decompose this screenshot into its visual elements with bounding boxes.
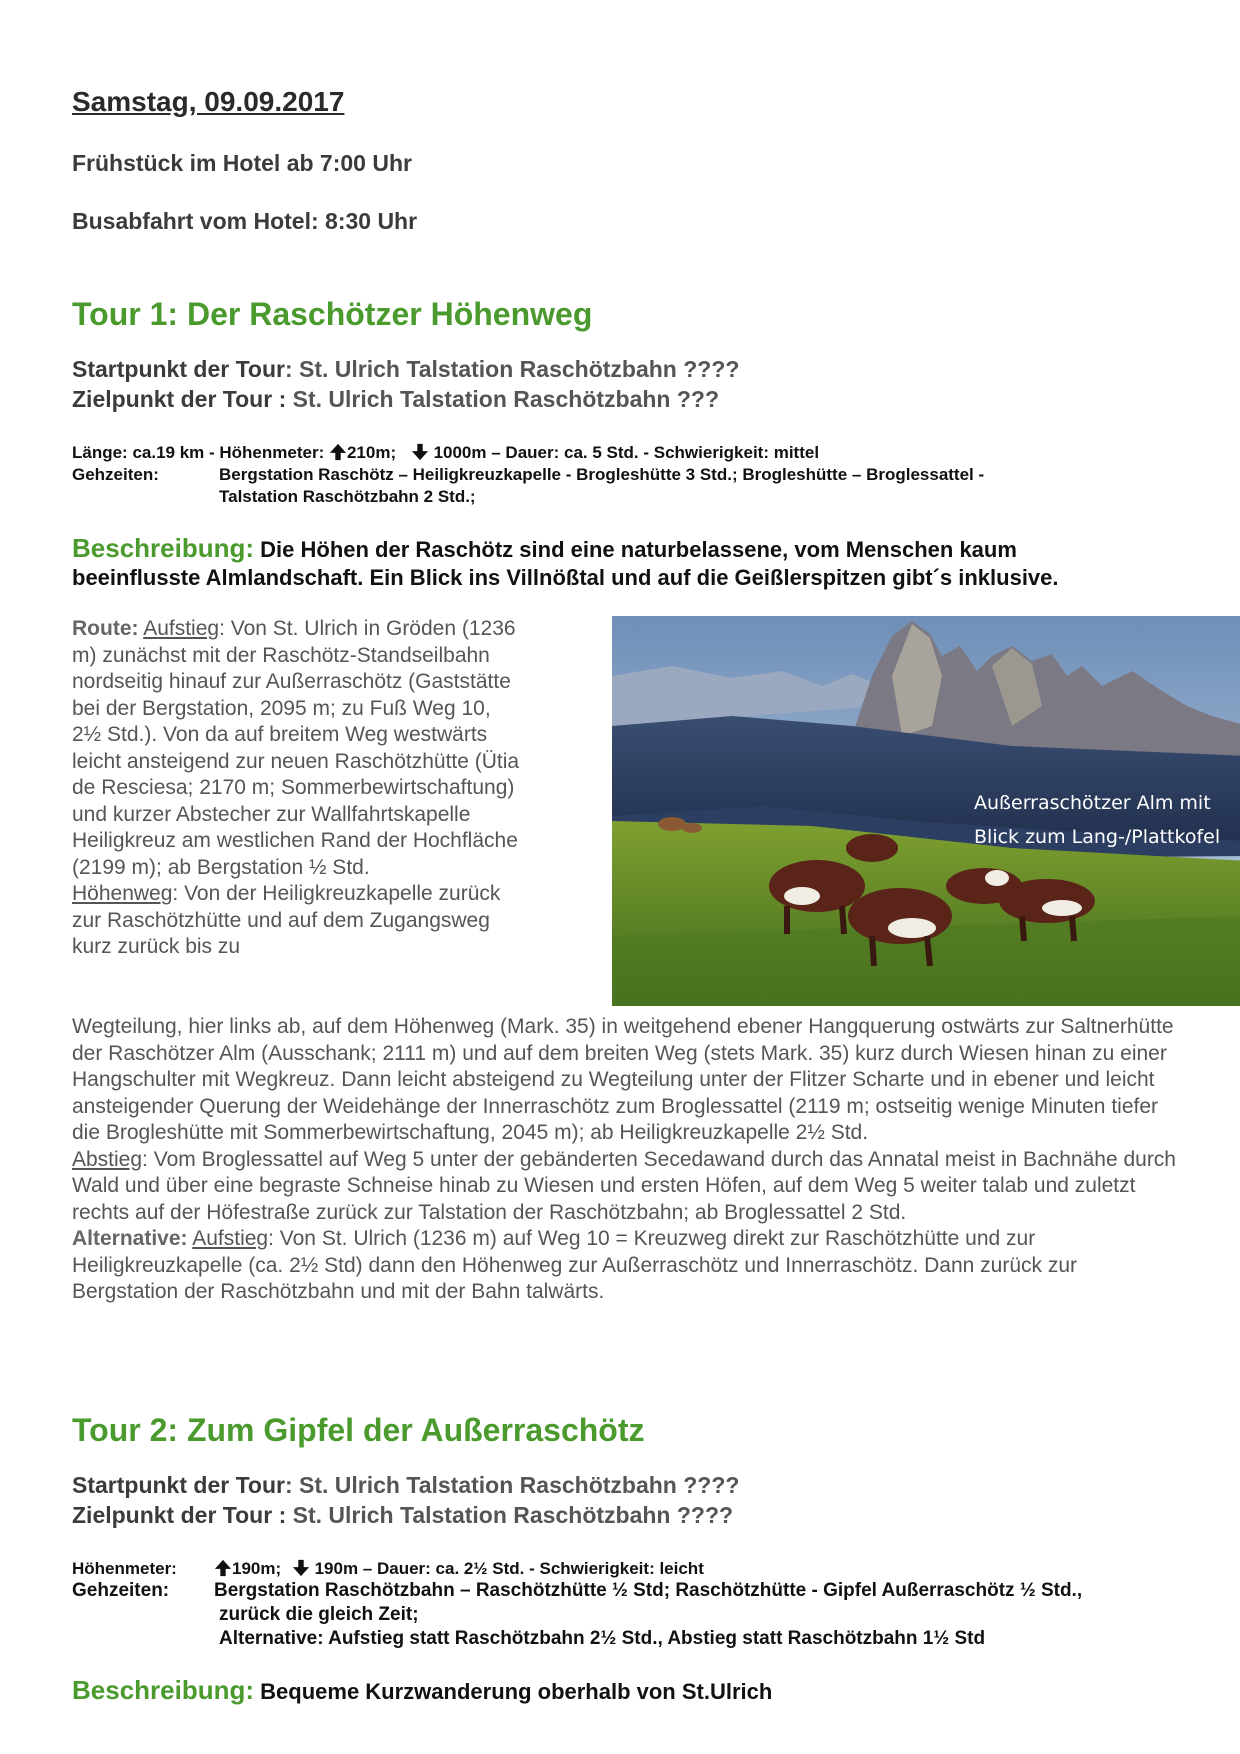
tour1-down: 1000m	[428, 443, 487, 462]
arrow-down-icon	[292, 1559, 310, 1577]
hoehenweg-text-b: Wegteilung, hier links ab, auf dem Höhenweg (Mark. 35) in weitgehend ebener Hangquerung ostwärts zur Saltnerhütte der Raschötzer Alm (Ausschank; 2111 m) und auf dem breiten Weg (stets Mark. 35) kurz durch Wiesen hinan zu einer Hangschulter mit Wegkreuz. Dann leicht absteigend zu Wegteilung unter der Flitzer Scharte und in ebener und leicht ansteigender Querung der Weidehänge der Innerraschötz zum Broglessattel (2119 m; ostseitig wenige Minuten tiefer die Brogleshütte mit Sommerbewirtschaftung, 2045 m); ab Heiligkreuzkapelle 2½ Std.	[72, 1015, 1174, 1144]
tour2-end-value: St. Ulrich Talstation Raschötzbahn ????	[286, 1502, 734, 1528]
tour1-end-value: St. Ulrich Talstation Raschötzbahn ???	[286, 386, 720, 412]
tour2-start-value: : St. Ulrich Talstation Raschötzbahn ????	[284, 1472, 740, 1498]
tour2-hm-label: Höhenmeter:	[72, 1559, 177, 1578]
tour2-desc-text: Bequeme Kurzwanderung oberhalb von St.Ulrich	[254, 1679, 773, 1704]
bus-line: Busabfahrt vom Hotel: 8:30 Uhr	[72, 208, 418, 234]
arrow-up-icon	[214, 1559, 232, 1577]
tour2-times-line1: Bergstation Raschötzbahn – Raschötzhütte ½ Std; Raschötzhütte - Gipfel Außerraschötz ½ Std.,	[214, 1580, 1083, 1601]
tour2-desc-label: Beschreibung:	[72, 1675, 255, 1705]
route-text: : Von St. Ulrich in Gröden (1236 m) zunächst mit der Raschötz-Standseilbahn nordseitig hinauf zur Außerraschötz (Gaststätte bei der Bergstation, 2095 m; zu Fuß Weg 10, 2½ Std.). Von da auf breitem Weg westwärts leicht ansteigend zur neuen Raschötzhütte (Ütia de Resciesa; 2170 m; Sommerbewirtschaftung) und kurzer Abstecher zur Wallfahrtskapelle Heiligkreuz am westlichen Rand der Hochfläche (2199 m); ab Bergstation ½ Std.	[72, 617, 520, 879]
tour2-times-line3: Alternative: Aufstieg statt Raschötzbahn 2½ Std., Abstieg statt Raschötzbahn 1½ Std	[219, 1628, 986, 1649]
breakfast-line: Frühstück im Hotel ab 7:00 Uhr	[72, 150, 412, 176]
tour2-times-line2: zurück die gleich Zeit;	[219, 1604, 419, 1625]
abstieg-label: Abstieg	[72, 1147, 143, 1171]
tour1-desc-text: Die Höhen der Raschötz sind eine naturbelassene, vom Menschen kaum beeinflusste Almlandschaft. Ein Blick ins Villnößtal und auf die Geißlerspitzen gibt´s inklusive.	[72, 537, 1059, 590]
tour1-stats-prefix: Länge: ca.19 km - Höhenmeter:	[72, 443, 329, 462]
tour1-stats-suffix: – Dauer: ca. 5 Std. - Schwierigkeit: mittel	[486, 443, 820, 462]
photo-caption	[974, 786, 1220, 854]
tour1-up: 210m;	[346, 443, 401, 462]
tour2-description	[72, 1676, 1112, 1706]
date-heading: Samstag, 09.09.2017	[72, 86, 345, 117]
tour1-end	[72, 384, 719, 414]
tour1-desc-label: Beschreibung:	[72, 533, 255, 563]
tour1-times-label: Gehzeiten:	[72, 465, 159, 484]
tour2-down: 190m	[309, 1559, 359, 1578]
photo-caption-line1: Außerraschötzer Alm mit	[974, 792, 1211, 814]
alternative-text: : Von St. Ulrich (1236 m) auf Weg 10 = Kreuzweg direkt zur Raschötzhütte und zur Heiligkreuzkapelle (ca. 2½ Std) dann den Höhenweg zur Außerraschötz und Innerraschötz. Dann zurück zur Bergstation der Raschötzbahn und mit der Bahn talwärts.	[72, 1227, 1078, 1303]
tour2-stats	[214, 1558, 704, 1580]
tour1-title: Tour 1: Der Raschötzer Höhenweg	[72, 296, 593, 332]
alt-aufstieg-label: Aufstieg	[192, 1227, 269, 1250]
tour1-route-continued	[72, 1014, 1182, 1306]
tour1-start-label: Startpunkt der Tour	[72, 356, 285, 382]
tour1-route-block	[72, 616, 522, 961]
arrow-up-icon	[329, 443, 347, 461]
tour1-times-line1: Bergstation Raschötz – Heiligkreuzkapelle - Brogleshütte 3 Std.; Brogleshütte – Broglessattel -	[219, 465, 985, 484]
tour1-start-value: : St. Ulrich Talstation Raschötzbahn ????	[284, 356, 740, 382]
tour2-times-label: Gehzeiten:	[72, 1580, 170, 1601]
abstieg-text: : Vom Broglessattel auf Weg 5 unter der gebänderten Secedawand durch das Annatal meist in Bachnähe durch Wald und über eine begraste Schneise hinab zu Wiesen und ersten Höfen, auf dem Weg 5 weiter talab und zuletzt rechts auf der Höfestraße zurück zur Talstation der Raschötzbahn; ab Broglessattel 2 Std.	[72, 1147, 1176, 1224]
hoehenweg-label: Höhenweg	[72, 882, 173, 905]
alternative-label: Alternative:	[72, 1227, 188, 1250]
photo-caption-line2: Blick zum Lang-/Plattkofel	[974, 826, 1221, 848]
tour1-start	[72, 354, 739, 384]
route-label: Route:	[72, 617, 139, 640]
tour1-stats	[72, 442, 819, 464]
alm-photo	[612, 616, 1240, 1006]
tour2-stats-suffix: – Dauer: ca. 2½ Std. - Schwierigkeit: leicht	[358, 1559, 704, 1578]
tour1-end-label: Zielpunkt der Tour :	[72, 386, 287, 412]
tour2-end-label: Zielpunkt der Tour :	[72, 1502, 287, 1528]
arrow-down-icon	[411, 443, 429, 461]
tour2-end	[72, 1500, 733, 1530]
hoehenweg-text-a: : Von der Heiligkreuzkapelle zurück zur Raschötzhütte und auf dem Zugangsweg kurz zurück bis zu	[72, 882, 501, 958]
tour2-start	[72, 1470, 739, 1500]
tour1-description	[72, 534, 1112, 592]
tour2-up: 190m;	[232, 1559, 286, 1578]
tour2-title: Tour 2: Zum Gipfel der Außerraschötz	[72, 1412, 645, 1448]
tour1-times-line2: Talstation Raschötzbahn 2 Std.;	[219, 487, 476, 506]
tour2-start-label: Startpunkt der Tour	[72, 1472, 285, 1498]
aufstieg-label: Aufstieg	[143, 617, 220, 640]
